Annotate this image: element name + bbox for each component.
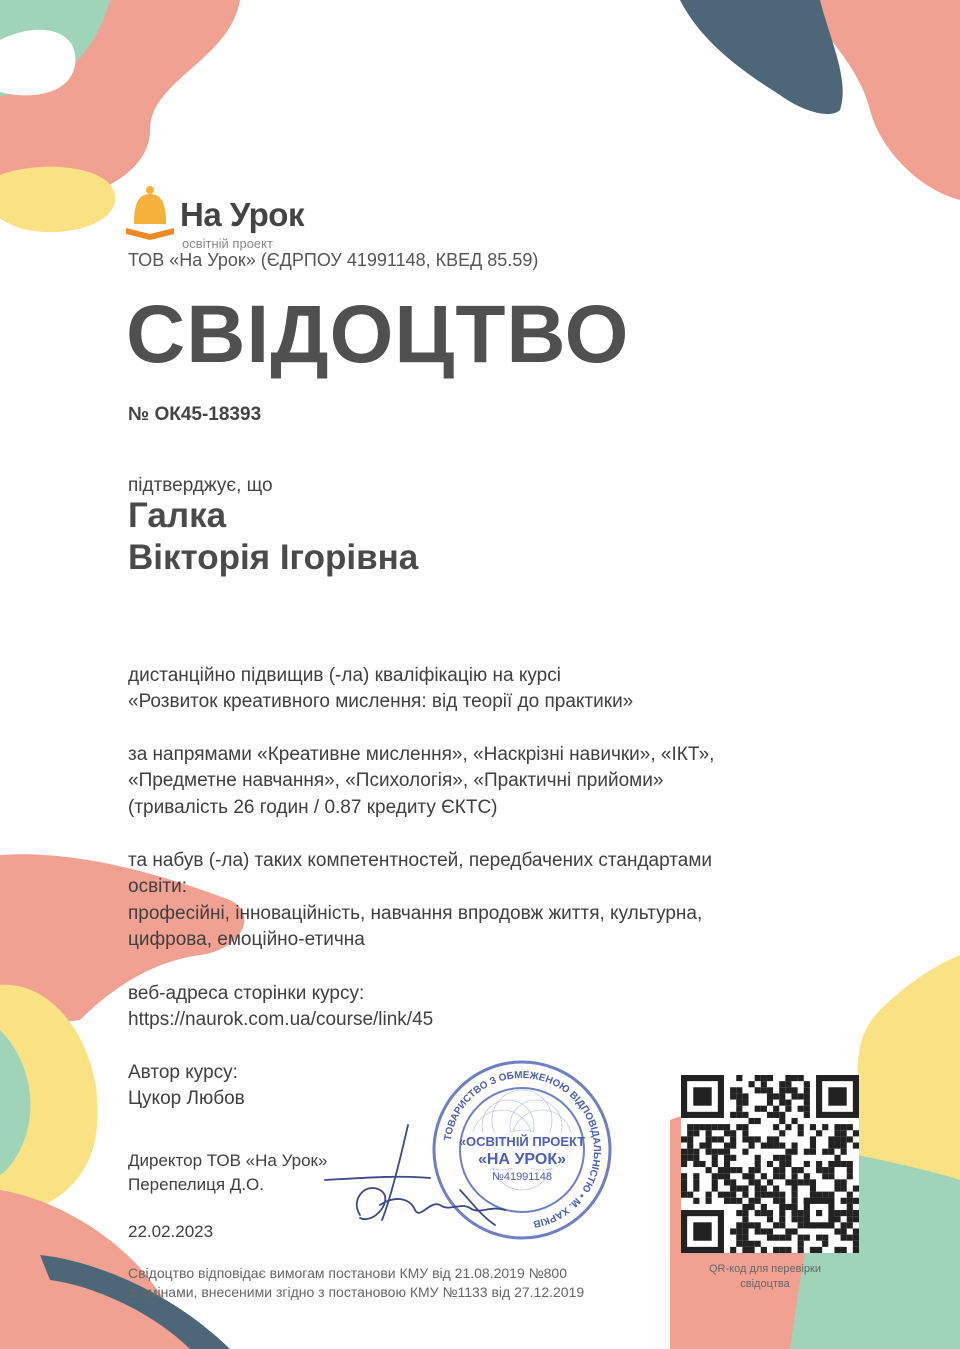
logo-name: На Урок — [180, 196, 304, 233]
company-info: ТОВ «На Урок» (ЄДРПОУ 41991148, КВЕД 85.59) — [128, 250, 539, 270]
qr-code-graphic — [681, 1075, 859, 1253]
recipient-given-name: Вікторія Ігорівна — [128, 538, 419, 577]
footnote-line1: Свідоцтво відповідає вимогам постанови КМУ від 21.08.2019 №800 — [128, 1265, 568, 1281]
course-directions-line2: «Предметне навчання», «Психологія», «Практичні прийоми» — [128, 770, 664, 791]
stamp-outer-text: ТОВАРИСТВО З ОБМЕЖЕНОЮ ВІДПОВІДАЛЬНІСТЮ • М. ХАРКІВ — [442, 1069, 603, 1230]
issue-date: 22.02.2023 — [128, 1222, 214, 1241]
director-label: Директор ТОВ «На Урок» — [128, 1151, 328, 1170]
certificate-number: № ОК45-18393 — [128, 404, 262, 425]
stamp-line2: «НА УРОК» — [478, 1151, 566, 1168]
top-left-yellow-blob — [0, 167, 115, 232]
confirms-text: підтверджує, що — [128, 475, 273, 496]
course-url-label: веб-адреса сторінки курсу: — [128, 983, 365, 1004]
course-author: Цукор Любов — [128, 1088, 245, 1109]
competencies-intro-line2: освіти: — [128, 876, 187, 897]
course-author-label: Автор курсу: — [128, 1062, 238, 1083]
qr-caption-line2: свідоцтва — [740, 1278, 790, 1290]
director-signature — [320, 1120, 530, 1235]
course-directions-line1: за напрямами «Креативне мислення», «Наскрізні навички», «ІКТ», — [128, 744, 715, 765]
bell-book-icon — [124, 184, 176, 246]
course-url[interactable]: https://naurok.com.ua/course/link/45 — [128, 1009, 434, 1030]
course-name: «Розвиток креативного мислення: від теорії до практики» — [128, 691, 634, 712]
competencies-line2: цифрова, емоційно-етична — [128, 929, 365, 950]
competencies-line1: професійні, інноваційність, навчання впродовж життя, культурна, — [128, 903, 703, 924]
stamp-code: №41991148 — [492, 1171, 552, 1183]
qr-caption — [690, 1262, 840, 1292]
competencies-intro-line1: та набув (-ла) таких компетентностей, передбачених стандартами — [128, 850, 713, 871]
qr-caption-line1: QR-код для перевірки — [709, 1263, 821, 1275]
course-intro: дистанційно підвищив (-ла) кваліфікацію на курсі — [128, 665, 561, 686]
course-duration: (тривалість 26 годин / 0.87 кредиту ЄКТС) — [128, 797, 498, 818]
certificate-title: СВІДОЦТВО — [126, 289, 630, 380]
top-right-navy-blob — [680, 0, 843, 114]
stamp-line1: «ОСВІТНІЙ ПРОЕКТ — [458, 1134, 586, 1149]
director-name: Перепелиця Д.О. — [128, 1175, 264, 1194]
recipient-surname: Галка — [128, 496, 227, 535]
footnote-line2: зі змінами, внесеними згідно з постановою КМУ №1133 від 27.12.2019 — [128, 1284, 585, 1300]
logo-subtitle: освітній проект — [182, 236, 273, 251]
qr-code[interactable] — [681, 1075, 859, 1253]
legal-footnote — [128, 1264, 584, 1302]
